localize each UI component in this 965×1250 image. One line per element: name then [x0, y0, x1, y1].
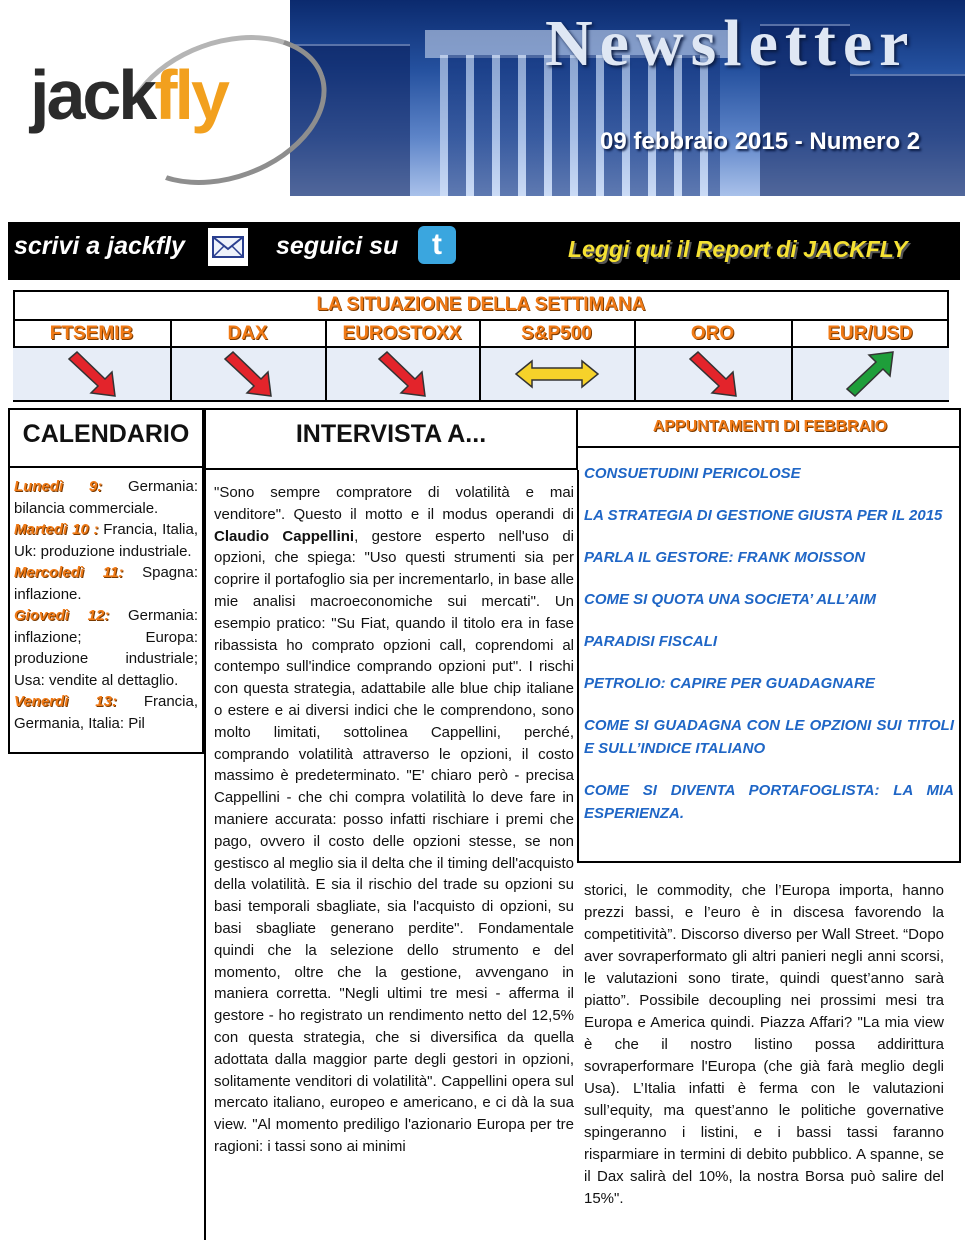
interview-paragraph: "Sono sempre compratore di volatilità e mai venditore". Questo il motto e il modus operandi di — [214, 484, 574, 523]
appointment-link[interactable]: COME SI GUADAGNA CON LE OPZIONI SUI TITOLI E SULL’INDICE ITALIANO — [584, 717, 954, 757]
appointment-link[interactable]: LA STRATEGIA DI GESTIONE GIUSTA PER IL 2015 — [584, 507, 943, 524]
appointment-link[interactable]: PARADISI FISCALI — [584, 633, 718, 650]
appointment-link[interactable]: PETROLIO: CAPIRE PER GUADAGNARE — [584, 675, 875, 692]
column-border — [959, 408, 961, 863]
jackfly-logo: jackfly — [30, 56, 227, 134]
column-border — [578, 408, 961, 410]
calendar-title: CALENDARIO — [22, 420, 190, 448]
appointments-title: APPUNTAMENTI DI FEBBRAIO — [652, 418, 888, 435]
appointment-link[interactable]: COME SI QUOTA UNA SOCIETA’ ALL’AIM — [584, 591, 876, 608]
calendar-entry — [14, 562, 198, 605]
report-link[interactable]: Leggi qui il Report di JACKFLY — [568, 236, 908, 262]
market-name: EUR/USD — [827, 323, 913, 344]
calendar-entry — [14, 476, 198, 519]
interview-text — [214, 482, 574, 1158]
trend-down-arrow-icon — [203, 349, 293, 399]
calendar-day: Giovedì 12: — [14, 607, 110, 624]
appointment-link[interactable]: PARLA IL GESTORE: FRANK MOISSON — [584, 549, 866, 566]
calendar-entry — [14, 691, 198, 734]
column-border — [577, 470, 579, 862]
market-name: FTSEMIB — [49, 323, 134, 344]
trend-flat-arrow-icon — [512, 349, 602, 399]
column-border — [8, 752, 204, 754]
appointments-list — [584, 462, 954, 844]
market-name: DAX — [227, 323, 268, 344]
calendar-entry — [14, 519, 198, 562]
newsletter-title: Newsletter — [545, 7, 916, 80]
column-border — [578, 861, 961, 863]
column-border — [8, 468, 10, 754]
column-border — [204, 468, 578, 470]
envelope-icon[interactable] — [208, 228, 248, 266]
calendar-day: Venerdì 13: — [14, 693, 117, 710]
write-to-label: scrivi a jackfly — [14, 232, 185, 260]
appointment-link[interactable]: COME SI DIVENTA PORTAFOGLISTA: LA MIA ESPERIENZA. — [584, 782, 954, 822]
trend-down-arrow-icon — [668, 349, 758, 399]
calendar-day: Mercoledì 11: — [14, 564, 124, 581]
calendar-event: Germania: bilancia commerciale. — [14, 478, 198, 517]
market-name: ORO — [690, 323, 735, 344]
interview-title: INTERVISTA A... — [295, 420, 487, 448]
interview-paragraph: , gestore esperto nell'uso di opzioni, che spiega: "Uso questi strumenti sia per coprire il portafoglio sia per incrementarlo, in base alle mie analisi macroeconomiche sui mercati". Un esempio pratico: "Su Fiat, quando il titolo era in fase ribassista ho comprato opzioni call, coprendomi al contempo sull'indice comprando opzioni put". I rischi con questa strategia, adattabile alle blue chip italiane o estere e ai diversi indici che le comprendono, sono molto limitati, sottolinea Cappellini, perché, comprando volatilità attraverso le opzioni, il costo massimo è predeterminato. "E' chiaro però - precisa Cappellini - che chi compra volatilità lo deve fare in maniere accurata: posso infatti rischiare i premi che pago, ovvero il costo delle opzioni stesse, se non gestisco al meglio sia il delta che il timing dell'acquisto della volatilità. E sia il rischio del trade su opzioni su basi temporali sbagliate, sia l'acquisto di opzioni, su basi sbagliate generano perdite". Fondamentale quindi che la selezione dello strumento e del momento, oltre che la gestione, avvengano in maniera corretta. "Negli ultimi tre mesi - afferma il gestore - ho registrato un rendimento netto del 12,5% con questa strategia, che si diversifica da quella adottata dalla maggior parte degli gestori in opzioni, solitamente venditori di volatilità". Cappellini opera sul mercato italiano, europeo e americano, e ci dà la sua view. "Al momento prediligo l'azionario Europa per tre ragioni: i tassi sono ai minimi — [214, 527, 574, 1155]
calendar-day: Martedì 10 : — [14, 521, 99, 538]
calendar-list — [14, 476, 198, 734]
calendar-event: Francia, Italia, Uk: produzione industriale. — [14, 521, 199, 560]
column-border — [578, 446, 961, 448]
trend-down-arrow-icon — [47, 349, 137, 399]
week-situation-title: LA SITUAZIONE DELLA SETTIMANA — [316, 294, 646, 315]
market-name: S&P500 — [521, 323, 592, 344]
follow-us-label: seguici su — [276, 232, 399, 260]
column-border — [204, 408, 206, 1240]
calendar-event: Germania: inflazione; Europa: produzione industriale; Usa: vendite al dettaglio. — [14, 607, 198, 689]
interviewee-name: Claudio Cappellini — [214, 527, 355, 545]
issue-date: 09 febbraio 2015 - Numero 2 — [600, 128, 921, 155]
calendar-day: Lunedì 9: — [14, 478, 103, 495]
calendar-event: Francia, Germania, Italia: Pil — [14, 693, 199, 732]
calendar-event: Spagna: inflazione. — [14, 564, 198, 603]
calendar-entry — [14, 605, 198, 691]
interview-continuation: storici, le commodity, che l’Europa importa, hanno prezzi bassi, e l’euro è in discesa favorendo la competitività”. Discorso diverso per Wall Street. “Dopo aver sovraperformato gli altri panieri negli anni scorsi, le valutazioni sono tirate, quindi quest’anno sarà piatto”. Possibile decoupling nei prossimi mesi tra Europa e America quindi. Piazza Affari? "La mia view è che il nostro listino possa addirittura sovraperformare l'Europa (che già farà meglio degli Usa). L’Italia infatti è ferma con le valutazioni sull’equity, ma quest’anno le politiche governative spingeranno i listini, e i bassi tassi faranno risparmiare in termini di debito pubblico. A spanne, se il Dax salirà del 10%, la nostra Borsa può salire del 15%". — [584, 882, 944, 1207]
twitter-icon[interactable]: t — [418, 226, 456, 264]
appointment-link[interactable]: CONSUETUDINI PERICOLOSE — [584, 465, 801, 482]
trend-down-arrow-icon — [357, 349, 447, 399]
market-name: EUROSTOXX — [342, 323, 462, 344]
trend-up-arrow-icon — [825, 349, 915, 399]
